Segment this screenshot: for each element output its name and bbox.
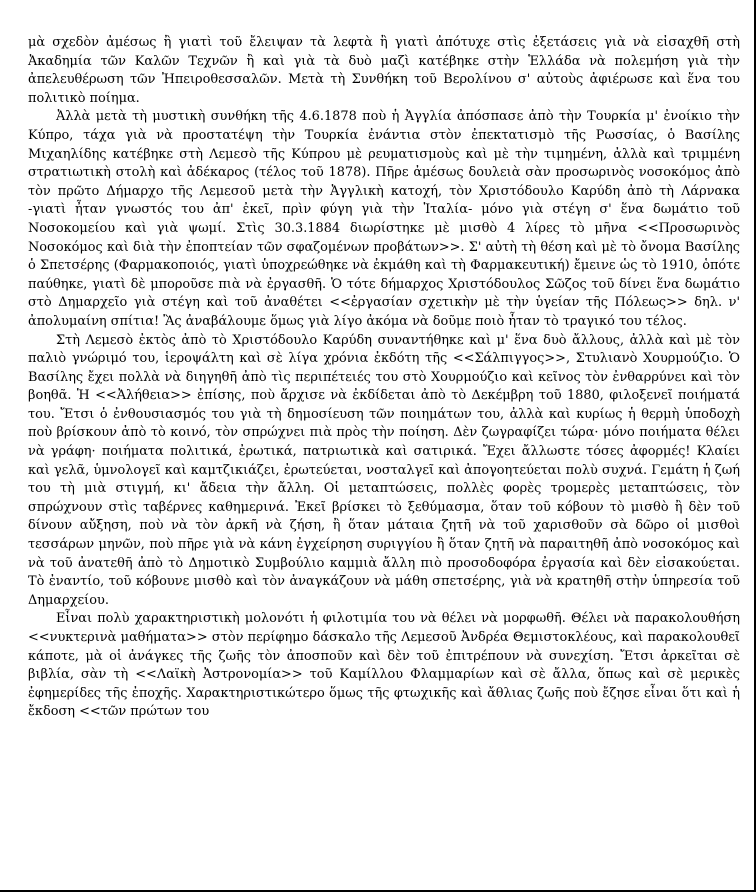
paragraph-continuation: μὰ σχεδὸν ἀμέσως ἢ γιατὶ τοῦ ἔλειψαν τὰ λεφτὰ ἢ γιατὶ ἀπότυχε στὶς ἐξετάσεις γιὰ νὰ εἰσαχθῆ στὴ Ἀκαδημία τῶν Καλῶν Τεχνῶν ἢ καὶ γιὰ τὰ δυὸ μαζὶ κατέβηκε στὴν Ἑλλάδα νὰ πολεμήση γιὰ τὴν ἀπελευθέρωση τῶν Ἠπειροθεσσαλῶν. Μετὰ τὴ Συνθήκη τοῦ Βερολίνου σ' αὐτοὺς ἀφιέρωσε καὶ ἕνα του πολιτικὸ ποίημα. <box>28 35 740 106</box>
body-text <box>28 34 740 722</box>
paragraph: Ἀλλὰ μετὰ τὴ μυστικὴ συνθήκη τῆς 4.6.1878 ποὺ ἡ Ἀγγλία ἀπόσπασε ἀπὸ τὴν Τουρκία μ' ἐνοίκιο τὴν Κύπρο, τάχα γιὰ νὰ προστατέψη τὴν Τουρκία ἐνάντια στὸν ἐπεκτατισμὸ τῆς Ρωσσίας, ὁ Βασίλης Μιχαηλίδης κατέβηκε στὴ Λεμεσὸ τῆς Κύπρου μὲ ρευματισμοὺς καὶ μὲ τὴν τιμημένη, ἀλλὰ καὶ τριμμένη στρατιωτικὴ στολὴ καὶ ἀδέκαρος (τέλος τοῦ 1878). Πῆρε ἀμέσως δουλειὰ σὰν προσωρινὸς νοσοκόμος ἀπὸ τὸν πρῶτο Δήμαρχο τῆς Λεμεσοῦ μετὰ τὴν Ἀγγλικὴ κατοχή, τὸν Χριστόδουλο Καρύδη ἀπὸ τὴ Λάρνακα -γιατὶ ἦταν γνωστός του ἀπ' ἐκεῖ, πρὶν φύγη γιὰ τὴν Ἰταλία- μόνο γιὰ στέγη σ' ἕνα δωμάτιο τοῦ Νοσοκομείου καὶ γιὰ ψωμί. Στὶς 30.3.1884 διωρίστηκε μὲ μισθὸ 4 λίρες τὸ μῆνα <<Προσωρινὸς Νοσοκόμος καὶ διὰ τὴν ἐποπτείαν τῶν σφαζομένων προβάτων>>. Σ' αὐτὴ τὴ θέση καὶ μὲ τὸ ὄνομα Βασίλης ὁ Σπετσέρης (Φαρμακοποιός, γιατὶ ὑποχρεώθηκε νὰ ἐκμάθη καὶ τὴ Φαρμακευτική) ἔμεινε ὡς τὸ 1910, ὁπότε παύθηκε, γιατὶ δὲ μποροῦσε πιὰ νὰ ἐργασθῆ. Ὁ τότε δήμαρχος Χριστόδουλος Σῶζος τοῦ δίνει ἕνα δωμάτιο στὸ Δημαρχεῖο γιὰ στέγη καὶ τοῦ ἀναθέτει <<ἐργασίαν σχετικὴν μὲ τὴν ὑγείαν τῆς Πόλεως>> δηλ. ν' ἀπολυμαίνη σπίτια! Ἂς ἀναβάλουμε ὅμως γιὰ λίγο ἀκόμα νὰ δοῦμε ποιὸ ἦταν τὸ τραγικό του τέλος. <box>28 109 740 329</box>
paragraph: Εἶναι πολὺ χαρακτηριστικὴ μολονότι ἡ φιλοτιμία του νὰ θέλει νὰ μορφωθῆ. Θέλει νὰ παρακολουθήση <<νυκτερινὰ μαθήματα>> στὸν περίφημο δάσκαλο τῆς Λεμεσοῦ Ἀνδρέα Θεμιστοκλέους, καὶ παρακολουθεῖ κάποτε, μὰ οἱ ἀνάγκες τῆς ζωῆς τὸν ἀποσποῦν καὶ δὲν τοῦ ἐπιτρέπουν νὰ συνεχίση. Ἔτσι ἀρκεῖται σὲ βιβλία, σὰν τὴ <<Λαϊκὴ Ἀστρονομία>> τοῦ Καμίλλου Φλαμμαρίων καὶ σὲ ἄλλα, ὅπως καὶ σὲ μερικὲς ἐφημερίδες τῆς ἐποχῆς. Χαρακτηριστικώτερο ὅμως τῆς φτωχικῆς καὶ ἄθλιας ζωῆς ποὺ ἔζησε εἶναι ὅτι καὶ ἡ ἔκδοση <<τῶν πρώτων του <box>28 611 740 720</box>
paragraph: Στὴ Λεμεσὸ ἐκτὸς ἀπὸ τὸ Χριστόδουλο Καρύδη συναντήθηκε καὶ μ' ἕνα δυὸ ἄλλους, ἀλλὰ καὶ μὲ τὸν παλιὸ γνώριμό του, ἱεροψάλτη καὶ σὲ λίγα χρόνια ἐκδότη τῆς <<Σάλπιγγος>>, Στυλιανὸ Χουρμούζιο. Ὁ Βασίλης ἔχει πολλὰ νὰ διηγηθῆ ἀπὸ τὶς περιπέτειές του στὸ Χουρμούζιο καὶ κεῖνος τὸν ἐνθαρρύνει καὶ τὸν βοηθᾶ. Ἡ <<Ἀλήθεια>> ἐπίσης, ποὺ ἄρχισε νὰ ἐκδίδεται ἀπὸ τὸ Δεκέμβρη τοῦ 1880, φιλοξενεῖ ποιήματά του. Ἔτσι ὁ ἐνθουσιασμός του γιὰ τὴ δημοσίευση τῶν ποιημάτων του, ἀλλὰ καὶ κυρίως ἡ θερμὴ ὑποδοχὴ ποὺ βρίσκουν ἀπὸ τὸ κοινό, τὸν σπρώχνει πιὰ πρὸς τὴν ποίηση. Δὲν ζωγραφίζει τώρα· μόνο ποιήματα θέλει νὰ γράφη· ποιήματα πολιτικά, ἐρωτικά, πατριωτικὰ καὶ σατιρικά. Ἔχει ἄλλωστε τόσες ἀφορμές! Κλαίει καὶ γελᾶ, ὑμνολογεῖ καὶ καμτζικιάζει, ἐρωτεύεται, νοσταλγεῖ καὶ ἀπογοητεύεται πολὺ συχνά. Γεμάτη ἡ ζωή του τὴ μιὰ στιγμή, κι' ἄδεια τὴν ἄλλη. Οἱ μεταπτώσεις, πολλὲς φορὲς τρομερὲς μεταπτώσεις, τὸν σπρώχνουν στὶς ταβέρνες καθημερινά. Ἐκεῖ βρίσκει τὸ ξεθύμασμα, ὅταν τοῦ κόβουν τὸ μισθὸ ἢ δὲν τοῦ δίνουν αὔξηση, ποὺ νὰ τὸν ἀρκῆ νὰ ζήση, ἢ ὅταν μάταια ζητῆ νὰ τοῦ χαρισθοῦν σὰ δῶρο οἱ μισθοὶ τεσσάρων μηνῶν, ποὺ πῆρε γιὰ νὰ κάνη ἐγχείρηση συριγγίου ἢ ὅταν ζητῆ νὰ παραιτηθῆ ἀπὸ νοσοκόμος καὶ νὰ τοῦ ἀνατεθῆ ἀπὸ τὸ Δημοτικὸ Συμβούλιο καμμιὰ ἄλλη πιὸ προσοδοφόρα ἐργασία καὶ δὲν εἰσακούεται. Τὸ ἐναντίο, τοῦ κόβουνε μισθὸ καὶ τὸν ἀναγκάζουν νὰ μάθη σπετσέρης, γιὰ νὰ κρατηθῆ στὴν ὑπηρεσία τοῦ Δημαρχείου. <box>28 332 740 608</box>
